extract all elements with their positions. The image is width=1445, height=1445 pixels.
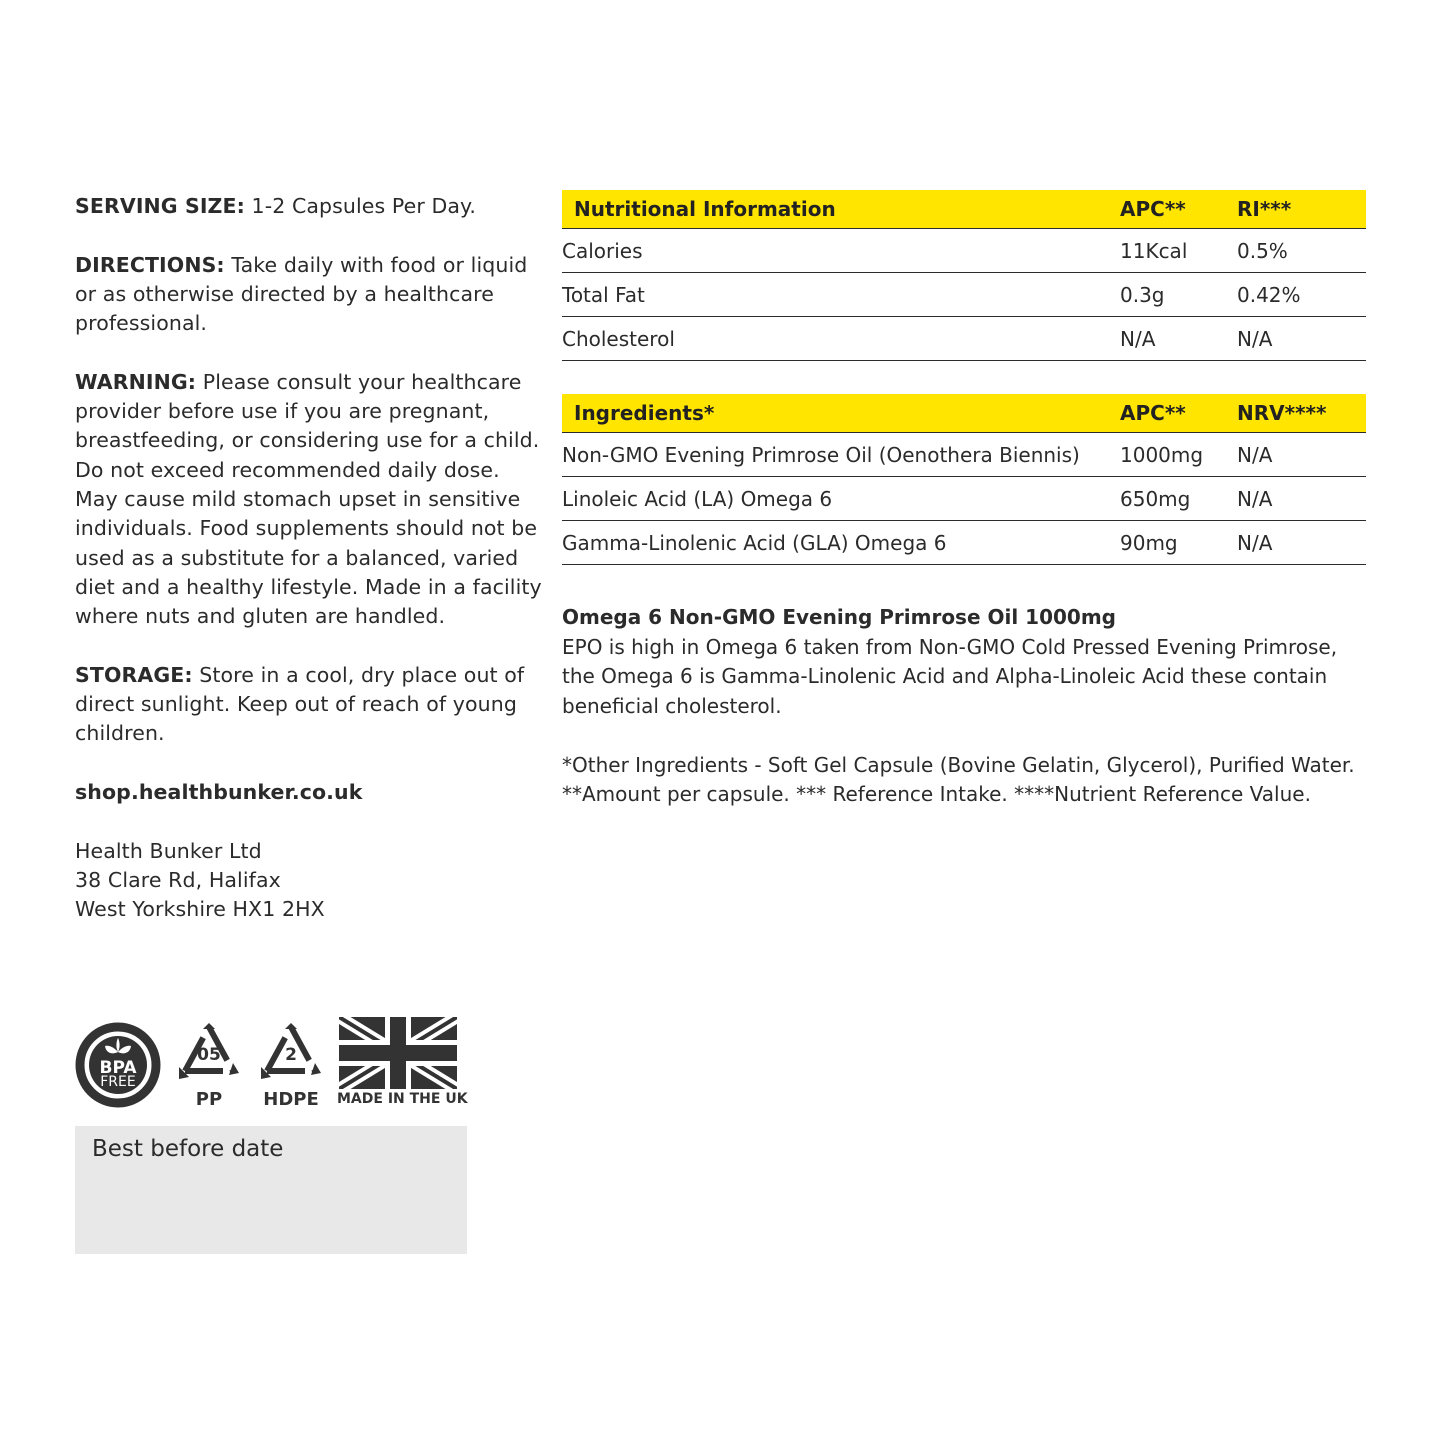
table-cell: Non-GMO Evening Primrose Oil (Oenothera Biennis) bbox=[562, 433, 1120, 477]
nutrition-header bbox=[562, 190, 1366, 229]
table-cell: N/A bbox=[1120, 317, 1237, 361]
storage: STORAGE: Store in a cool, dry place out of direct sunlight. Keep out of reach of young children. bbox=[75, 662, 525, 746]
table-row bbox=[562, 317, 1366, 361]
table-cell: Gamma-Linolenic Acid (GLA) Omega 6 bbox=[562, 521, 1120, 565]
table-cell: N/A bbox=[1237, 521, 1366, 565]
table-row bbox=[562, 433, 1366, 477]
table-cell: 650mg bbox=[1120, 477, 1237, 521]
union-flag-icon: MADE IN THE UK bbox=[339, 1017, 459, 1112]
table-cell: 0.5% bbox=[1237, 229, 1366, 273]
product-info-column bbox=[75, 192, 545, 954]
table-cell: Calories bbox=[562, 229, 1120, 273]
table-cell: 1000mg bbox=[1120, 433, 1237, 477]
best-before-box bbox=[75, 1126, 467, 1254]
table-header: RI*** bbox=[1237, 190, 1366, 229]
ingredients-header bbox=[562, 394, 1366, 433]
product-description bbox=[562, 603, 1367, 810]
certification-icons bbox=[75, 1017, 468, 1112]
address: Health Bunker Ltd 38 Clare Rd, Halifax West Yorkshire HX1 2HX bbox=[75, 838, 325, 922]
table-row bbox=[562, 477, 1366, 521]
table-cell: N/A bbox=[1237, 433, 1366, 477]
serving-size: SERVING SIZE: 1-2 Capsules Per Day. bbox=[75, 194, 476, 218]
recycle-hdpe-icon: 2 HDPE bbox=[257, 1023, 325, 1111]
description-title: Omega 6 Non-GMO Evening Primrose Oil 1000mg bbox=[562, 605, 1116, 629]
table-cell: Linoleic Acid (LA) Omega 6 bbox=[562, 477, 1120, 521]
footnotes: **Amount per capsule. *** Reference Intake. ****Nutrient Reference Value. bbox=[562, 782, 1311, 806]
other-ingredients: *Other Ingredients - Soft Gel Capsule (Bovine Gelatin, Glycerol), Purified Water. bbox=[562, 752, 1355, 777]
directions: DIRECTIONS: Take daily with food or liquid or as otherwise directed by a healthcare professional. bbox=[75, 252, 528, 336]
table-header: Nutritional Information bbox=[562, 190, 1120, 229]
table-row bbox=[562, 273, 1366, 317]
warning: WARNING: Please consult your healthcare provider before use if you are pregnant, breastfeeding, or considering use for a child. Do not exceed recommended daily dose. May cause mild stomach upset in sensitive individuals. Food supplements should not be used as a substitute for a balanced, varied diet and a healthy lifestyle. Made in a facility where nuts and gluten are handled. bbox=[75, 369, 542, 629]
table-row bbox=[562, 521, 1366, 565]
table-header: APC** bbox=[1120, 190, 1237, 229]
website: shop.healthbunker.co.uk bbox=[75, 779, 363, 804]
table-row bbox=[562, 229, 1366, 273]
table-cell: N/A bbox=[1237, 477, 1366, 521]
description-body: EPO is high in Omega 6 taken from Non-GMO Cold Pressed Evening Primrose, the Omega 6 is Gamma-Linolenic Acid and Alpha-Linoleic Acid these contain beneficial cholesterol. bbox=[562, 634, 1338, 718]
tables-column bbox=[562, 190, 1367, 839]
bpa-free-icon: BPA FREE bbox=[75, 1022, 161, 1108]
table-cell: N/A bbox=[1237, 317, 1366, 361]
table-cell: 90mg bbox=[1120, 521, 1237, 565]
recycle-pp-icon: 05 PP bbox=[175, 1023, 243, 1111]
table-header: Ingredients* bbox=[562, 394, 1120, 433]
table-header: APC** bbox=[1120, 394, 1237, 433]
table-cell: 0.42% bbox=[1237, 273, 1366, 317]
nutrition-table bbox=[562, 190, 1366, 361]
table-cell: Total Fat bbox=[562, 273, 1120, 317]
ingredients-table bbox=[562, 394, 1366, 565]
table-cell: Cholesterol bbox=[562, 317, 1120, 361]
table-header: NRV**** bbox=[1237, 394, 1366, 433]
table-cell: 11Kcal bbox=[1120, 229, 1237, 273]
best-before-label: Best before date bbox=[92, 1136, 284, 1162]
table-cell: 0.3g bbox=[1120, 273, 1237, 317]
